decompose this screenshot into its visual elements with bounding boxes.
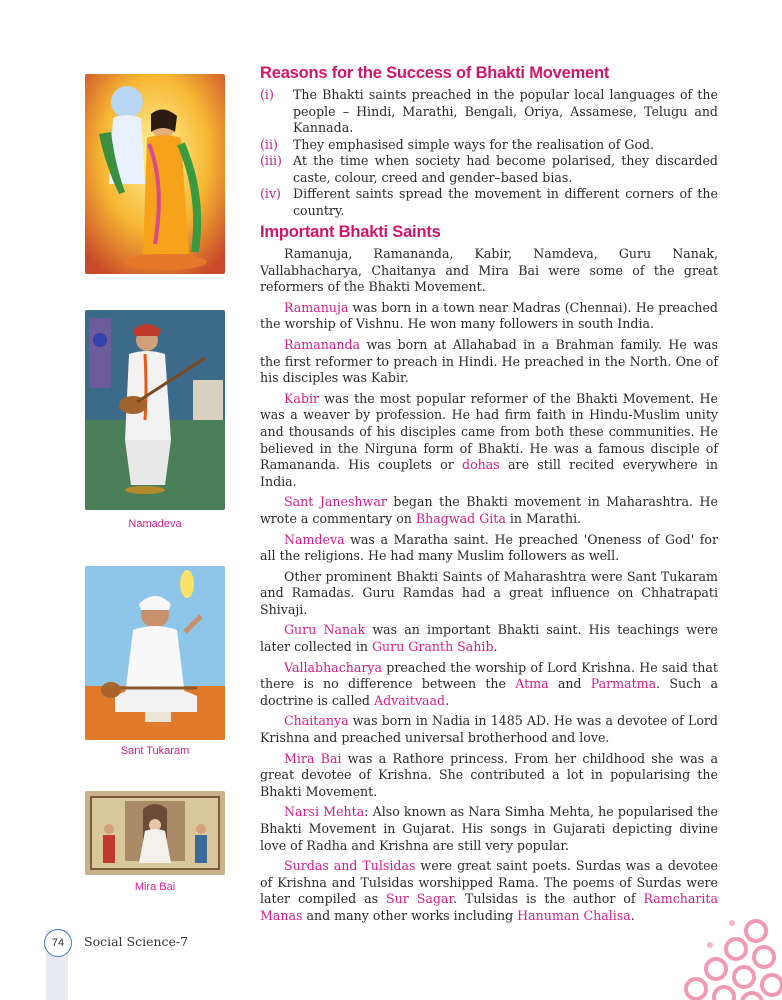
- paragraph-text: and many other works including: [302, 907, 518, 923]
- list-text: They emphasised simple ways for the realisation of God.: [293, 136, 655, 152]
- ramanuja-paragraph: [260, 300, 718, 333]
- list-text: The Bhakti saints preached in the popular local languages of the people – Hindi, Marathi, Bengali, Oriya, Assamese, Telugu and Kannada.: [293, 87, 718, 135]
- highlight-term: dohas: [462, 457, 500, 473]
- paragraph-text: .: [630, 907, 635, 923]
- decorative-circles-icon: [672, 915, 782, 1000]
- paragraph-text: was an important Bhakti saint. His teachings were later collected in: [260, 622, 718, 655]
- mira-bai-caption: Mira Bai: [134, 881, 176, 893]
- paragraph-text: : Also known as Nara Simha Mehta, he popularised the Bhakti Movement in Gujarat. His songs in Gujarati depicting divine love of Radha and Krishna are still very popular.: [260, 804, 718, 853]
- book-title: Social Science-7: [84, 934, 189, 949]
- highlight-term: Ramcharita Manas: [260, 891, 718, 923]
- paragraph-text: was the most popular reformer of the Bhakti Movement. He was a weaver by profession. He had firm faith in Hindu-Muslim unity and thousands of his disciples came from both these communities. He believed in the Nirguna form of Bhakti. He was a famous disciple of Ramananda. His couplets or: [260, 390, 718, 473]
- paragraph-text: were great saint poets. Surdas was a devotee of Krishna and Tulsidas worshipped Rama. The poems of Surdas were later compiled as: [260, 858, 719, 907]
- list-text: Different saints spread the movement in different corners of the country.: [293, 186, 718, 218]
- list-number: (iv): [260, 186, 281, 201]
- list-number: (i): [260, 87, 274, 102]
- list-number: (iii): [260, 153, 282, 168]
- saint-name: Narsi Mehta: [284, 804, 365, 820]
- narsi-paragraph: [260, 804, 718, 854]
- surdas-paragraph: [260, 858, 718, 924]
- list-item: [260, 137, 718, 154]
- mirabai-paragraph: [260, 751, 718, 801]
- chaitanya-krishna-illustration: [85, 74, 225, 274]
- mira-bai-illustration: [85, 791, 225, 875]
- paragraph-text: . Such a doctrine is called: [260, 676, 719, 708]
- highlight-term: Hanuman Chalisa: [517, 907, 631, 923]
- saint-name: Guru Nanak: [284, 622, 366, 638]
- kabir-paragraph: [260, 391, 718, 491]
- saint-name: Vallabhacharya: [284, 659, 383, 675]
- intro-paragraph: Ramanuja, Ramananda, Kabir, Namdeva, Guru Nanak, Vallabhacharya, Chaitanya and Mira Bai were some of the great reformers of the Bhakti Movement.: [260, 246, 718, 295]
- paragraph-text: began the Bhakti movement in Maharashtra. He wrote a commentary on: [260, 494, 718, 526]
- page-number: 74: [44, 929, 72, 957]
- saint-name: Mira Bai: [284, 750, 342, 766]
- chaitanya-paragraph: [260, 713, 718, 746]
- paragraph-text: .: [445, 692, 450, 708]
- saints-heading: Important Bhakti Saints: [260, 223, 441, 241]
- nanak-paragraph: [260, 622, 718, 655]
- saint-name: Surdas and Tulsidas: [284, 858, 416, 874]
- paragraph-text: .: [493, 639, 498, 655]
- list-number: (ii): [260, 136, 278, 152]
- paragraph-text: and: [548, 676, 591, 692]
- janeshwar-paragraph: [260, 494, 718, 527]
- paragraph-text: was a Rathore princess. From her childhood she was a great devotee of Krishna. She contributed a lot in popularising the Bhakti Movement.: [260, 750, 718, 799]
- paragraph-text: . Tulsidas is the author of: [453, 891, 644, 907]
- reasons-list: [260, 87, 718, 219]
- highlight-term: Parmatma: [590, 676, 657, 692]
- namadeva-caption: Namadeva: [128, 518, 182, 530]
- paragraph-text: was born in Nadia in 1485 AD. He was a devotee of Lord Krishna and preached universal brotherhood and love.: [260, 713, 718, 746]
- highlight-term: Bhagwad Gita: [415, 510, 506, 526]
- reasons-heading: Reasons for the Success of Bhakti Movement: [260, 64, 610, 82]
- other-saints-paragraph: Other prominent Bhakti Saints of Maharashtra were Sant Tukaram and Ramadas. Guru Ramdas had a great influence on Chhatrapati Shivaji.: [260, 568, 718, 617]
- highlight-term: Sur Sagar: [386, 891, 454, 907]
- paragraph-text: in Marathi.: [505, 510, 582, 526]
- saint-name: Namdeva: [284, 531, 345, 547]
- namdeva-paragraph: [260, 532, 718, 565]
- saint-name: Ramananda: [284, 336, 361, 352]
- saint-name: Ramanuja: [284, 299, 349, 315]
- paragraph-text: preached the worship of Lord Krishna. He said that there is no difference between the: [260, 659, 718, 692]
- saint-name: Kabir: [284, 390, 320, 406]
- namadeva-illustration: [85, 310, 225, 510]
- paragraph-text: was born in a town near Madras (Chennai). He preached the worship of Vishnu. He won many followers in south India.: [260, 299, 718, 332]
- paragraph-text: are still recited everywhere in India.: [260, 457, 718, 489]
- ramananda-paragraph: [260, 337, 718, 387]
- list-item: [260, 186, 718, 219]
- list-item: [260, 153, 718, 186]
- highlight-term: Atma: [515, 676, 549, 692]
- saint-name: Chaitanya: [284, 713, 349, 729]
- main-text-column: [260, 64, 718, 925]
- paragraph-text: was a Maratha saint. He preached 'Oneness of God' for all the religions. He had many Muslim followers as well.: [260, 531, 718, 564]
- sant-tukaram-caption: Sant Tukaram: [120, 745, 190, 757]
- sant-tukaram-illustration: [85, 566, 225, 740]
- list-item: [260, 87, 718, 137]
- highlight-term: Advaitvaad: [374, 692, 446, 708]
- vallabh-paragraph: [260, 660, 718, 710]
- saint-name: Sant Janeshwar: [284, 494, 387, 510]
- highlight-term: Guru Granth Sahib: [372, 639, 494, 655]
- list-text: At the time when society had become polarised, they discarded caste, colour, creed and gender–based bias.: [293, 153, 718, 185]
- paragraph-text: was born at Allahabad in a Brahman family. He was the first reformer to preach in Hindi. He preached in the North. One of his disciples was Kabir.: [260, 336, 718, 386]
